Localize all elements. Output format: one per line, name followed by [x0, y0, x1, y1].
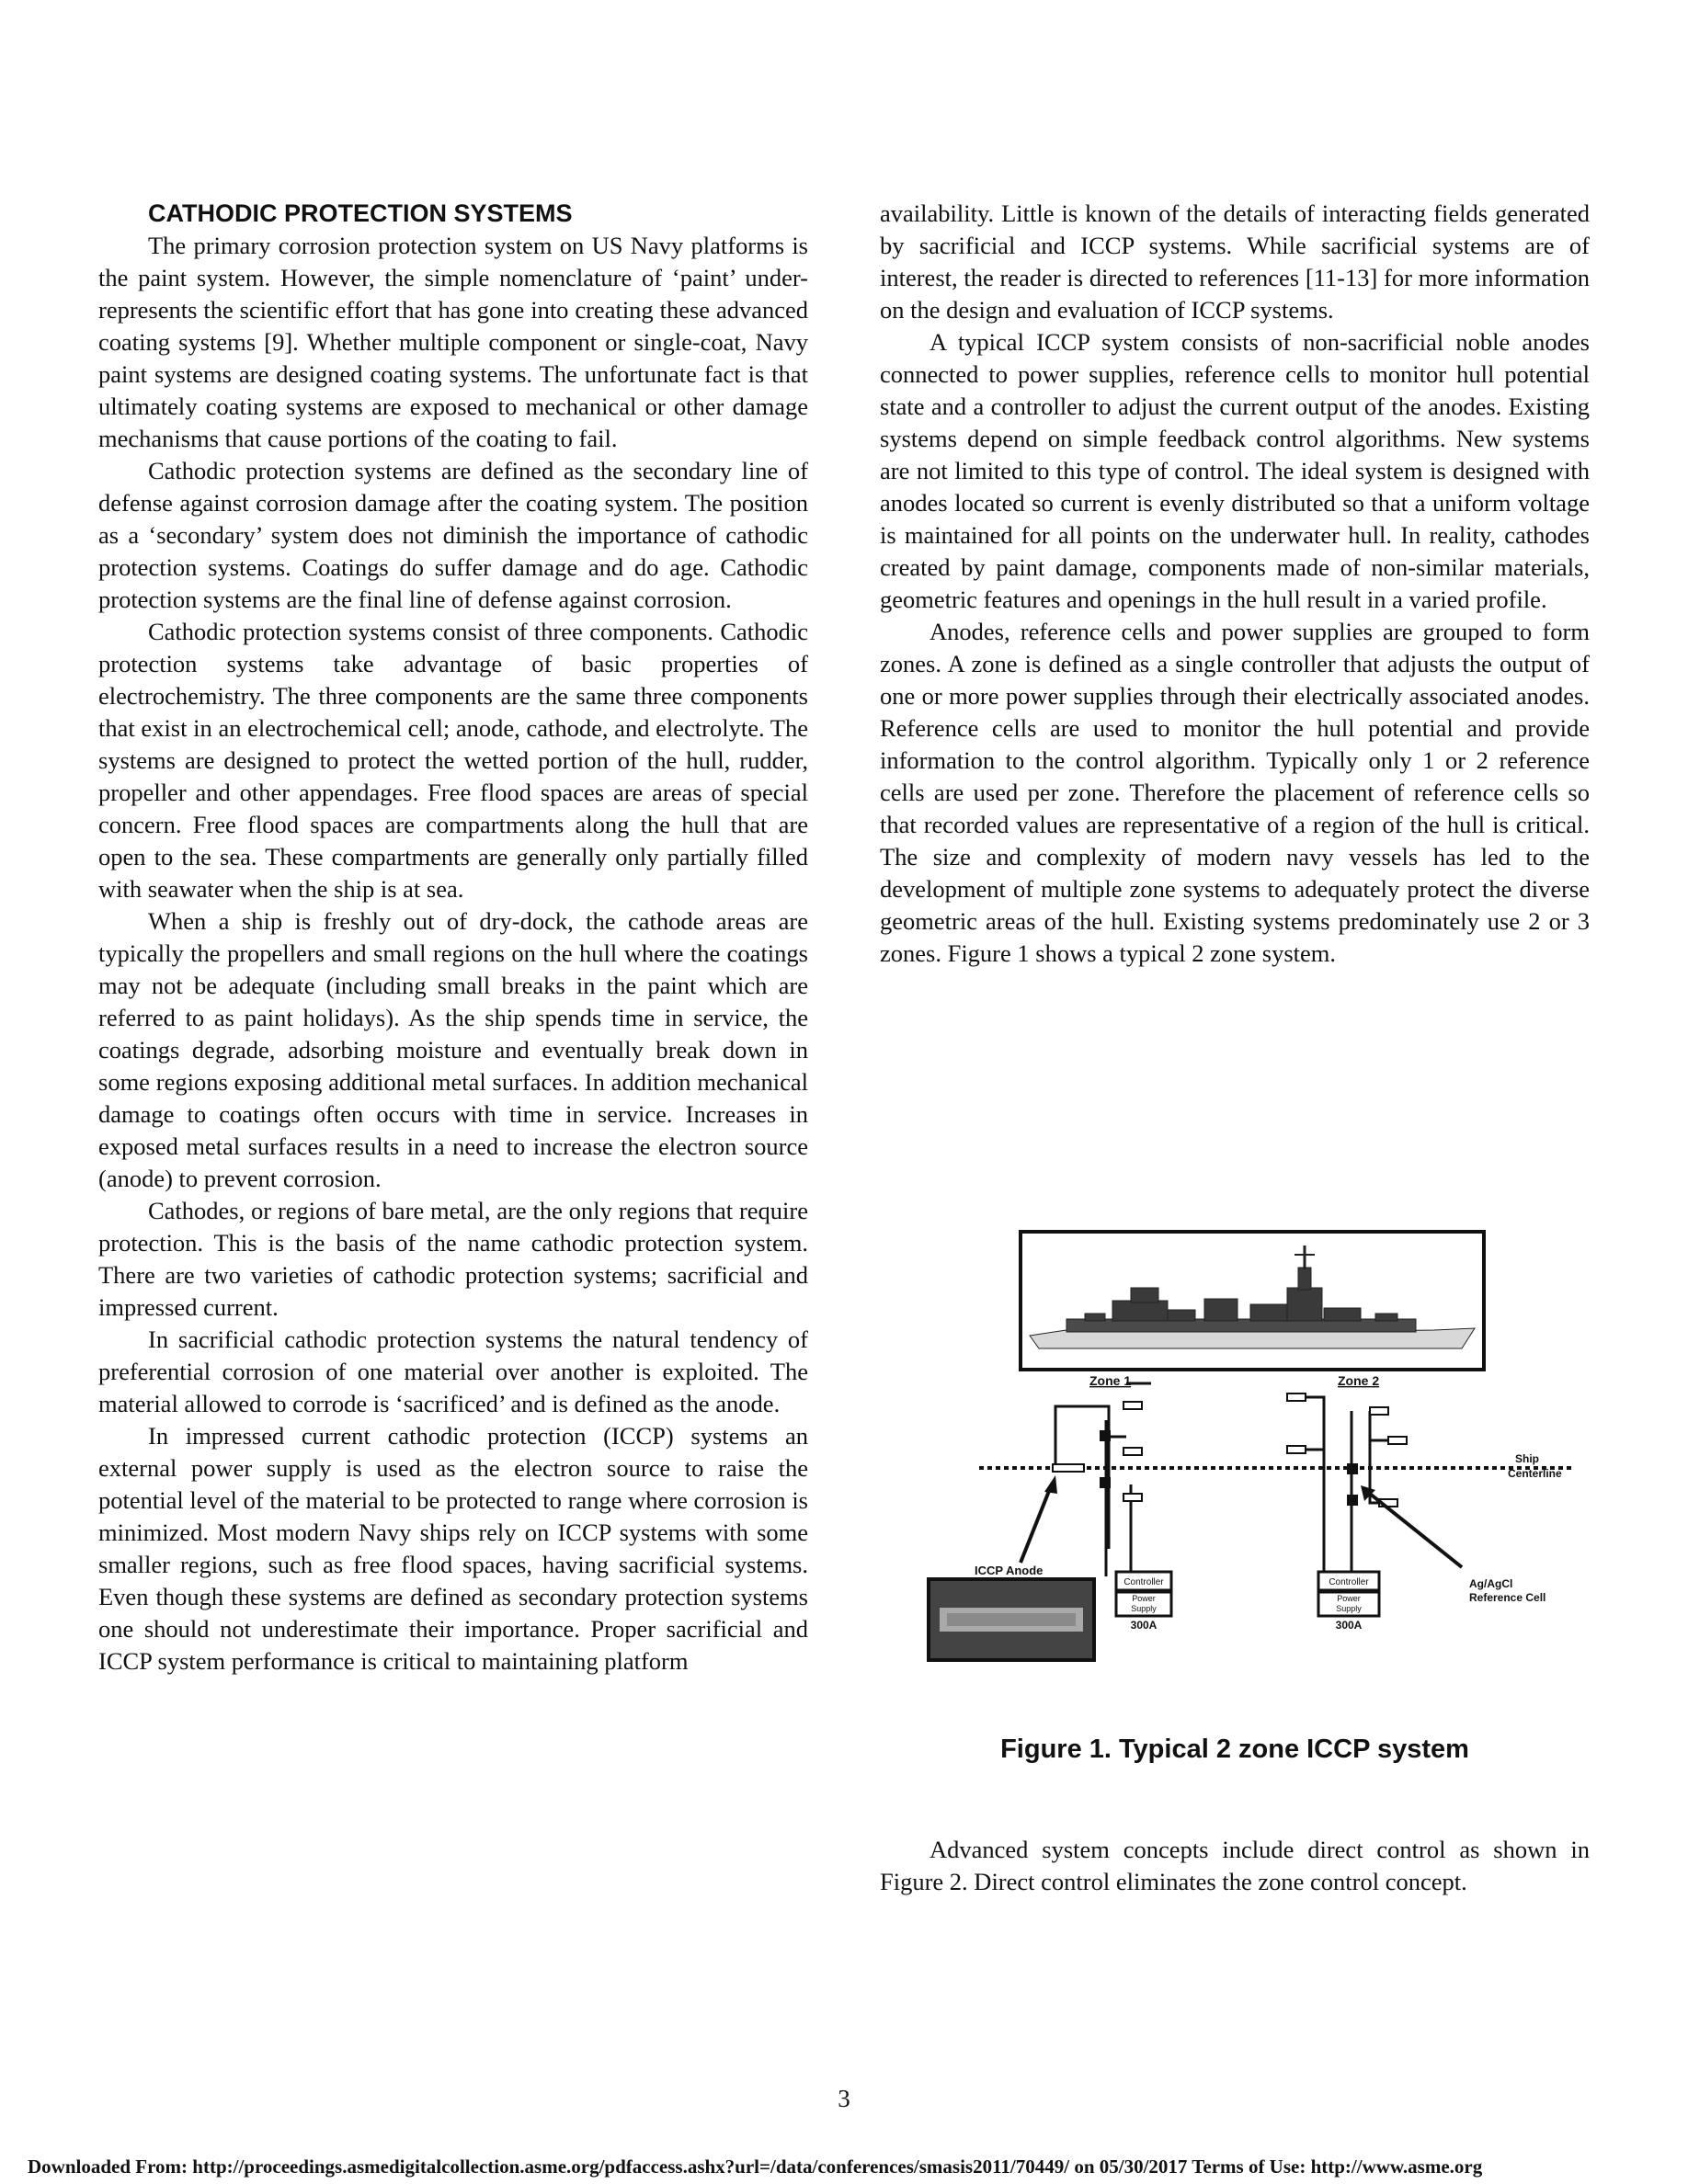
paragraph: Cathodic protection systems consist of three components. Cathodic protection systems take advantage of basic properties of electrochemistry. The three components are the same three components that exist in an electrochemical cell; anode, cathode, and electrolyte. The systems are designed to protect the wetted portion of the hull, rudder, propeller and other appendages. Free flood spaces are areas of special concern. Free flood spaces are compartments along the hull that are open to the sea. These compartments are generally only partially filled with seawater when the ship is at sea.	[98, 618, 808, 903]
callout-arrows	[1021, 1475, 1462, 1567]
section-heading: CATHODIC PROTECTION SYSTEMS	[148, 199, 573, 227]
paragraph: A typical ICCP system consists of non-sacrificial noble anodes connected to power supplies, reference cells to monitor hull potential state and a controller to adjust the current output of the anodes. Existing systems depend on simple feedback control algorithms. New systems are not limited to this type of control. The ideal system is designed with anodes located so current is evenly distributed so that a uniform voltage is maintained for all points on the underwater hull. In reality, cathodes created by paint damage, components made of non-similar materials, geometric features and openings in the hull result in a varied profile.	[880, 328, 1590, 613]
zone-1-power-supply: Supply	[1131, 1604, 1157, 1613]
figure-iccp-system	[919, 1227, 1581, 1668]
page-number: 3	[838, 2085, 850, 2112]
paragraph: The primary corrosion protection system on US Navy platforms is the paint system. However, the simple nomenclature of ‘paint’ under-represents the scientific effort that has gone into creating these advanced coating systems [9]. Whether multiple component or single-coat, Navy paint systems are designed coating systems. The unfortunate fact is that ultimately coating systems are exposed to mechanical or other damage mechanisms that cause portions of the coating to fail.	[98, 232, 808, 452]
centerline-label: Centerline	[1508, 1467, 1562, 1480]
figure-caption: Figure 1. Typical 2 zone ICCP system	[1000, 1735, 1469, 1764]
paragraph: Anodes, reference cells and power supplies are grouped to form zones. A zone is defined as a single controller that adjusts the output of one or more power supplies through their electrically associated anodes. Reference cells are used to monitor the hull potential and provide information to the control algorithm. Typically only 1 or 2 reference cells are used per zone. Therefore the placement of reference cells so that recorded values are representative of a region of the hull is critical. The size and complexity of modern navy vessels has led to the development of multiple zone systems to adequately protect the diverse geometric areas of the hull. Existing systems predominately use 2 or 3 zones. Figure 1 shows a typical 2 zone system.	[880, 618, 1590, 967]
iccp-diagram	[919, 1227, 1581, 1668]
zone-2-power-supply: Supply	[1336, 1604, 1362, 1613]
paragraph: Cathodes, or regions of bare metal, are the only regions that require protection. This is the basis of the name cathodic protection system. There are two varieties of cathodic protection systems; sacrificial and impressed current.	[98, 1197, 808, 1321]
reference-cell-label: Ag/AgCl	[1469, 1577, 1513, 1590]
zone-1-label: Zone 1	[1089, 1373, 1132, 1388]
after-figure-text	[880, 1834, 1590, 1898]
zone-2-controller: Controller	[1329, 1577, 1369, 1587]
zone-2-power-supply: Power	[1337, 1594, 1361, 1603]
paragraph: Cathodic protection systems are defined as the secondary line of defense against corrosion damage after the coating system. The position as a ‘secondary’ system does not diminish the importance of cathodic protection systems. Coatings do suffer damage and do age. Cathodic protection systems are the final line of defense against corrosion.	[98, 457, 808, 613]
iccp-anode-label: ICCP Anode	[975, 1564, 1044, 1577]
paragraph: In impressed current cathodic protection (ICCP) systems an external power supply is used as the electron source to raise the potential level of the material to be protected to range where corrosion is minimized. Most modern Navy ships rely on ICCP systems with some smaller regions, such as free flood spaces, having sacrificial systems. Even though these systems are defined as secondary protection systems one should not underestimate their importance. Proper sacrificial and ICCP system performance is critical to maintaining platform	[98, 1422, 808, 1675]
zone-1-controller: Controller	[1123, 1577, 1164, 1587]
right-column	[880, 198, 1590, 970]
centerline-label: Ship	[1515, 1452, 1539, 1465]
zone-1-amp-rating: 300A	[1130, 1619, 1158, 1632]
zone-2-anodes	[1287, 1393, 1407, 1507]
paragraph: When a ship is freshly out of dry-dock, the cathode areas are typically the propellers and small regions on the hull where the coatings may not be adequate (including small breaks in the paint which are referred to as paint holidays). As the ship spends time in service, the coatings degrade, adsorbing moisture and eventually break down in some regions exposing additional metal surfaces. In addition mechanical damage to coatings often occurs with time in service. Increases in exposed metal surfaces results in a need to increase the electron source (anode) to prevent corrosion.	[98, 907, 808, 1192]
paragraph-continuation: availability. Little is known of the details of interacting fields generated by sacrificial and ICCP systems. While sacrificial systems are of interest, the reader is directed to references [11-13] for more information on the design and evaluation of ICCP systems.	[880, 199, 1590, 324]
reference-cell-label: Reference Cell	[1469, 1591, 1546, 1604]
zone-1-anodes	[1053, 1402, 1142, 1501]
paragraph: In sacrificial cathodic protection systems the natural tendency of preferential corrosion of one material over another is exploited. The material allowed to corrode is ‘sacrificed’ and is defined as the anode.	[98, 1325, 808, 1417]
left-column	[98, 198, 808, 1678]
zone-2-amp-rating: 300A	[1335, 1619, 1363, 1632]
download-footer: Downloaded From: http://proceedings.asmedigitalcollection.asme.org/pdfaccess.ashx?url=/data/conferences/smasis2011/70449/ on 05/30/2017 Terms of Use: http://www.asme.org	[28, 2156, 1483, 2178]
paragraph: Advanced system concepts include direct control as shown in Figure 2. Direct control eliminates the zone control concept.	[880, 1836, 1590, 1895]
zone-2-label: Zone 2	[1338, 1373, 1380, 1388]
zone-1-power-supply: Power	[1132, 1594, 1156, 1603]
